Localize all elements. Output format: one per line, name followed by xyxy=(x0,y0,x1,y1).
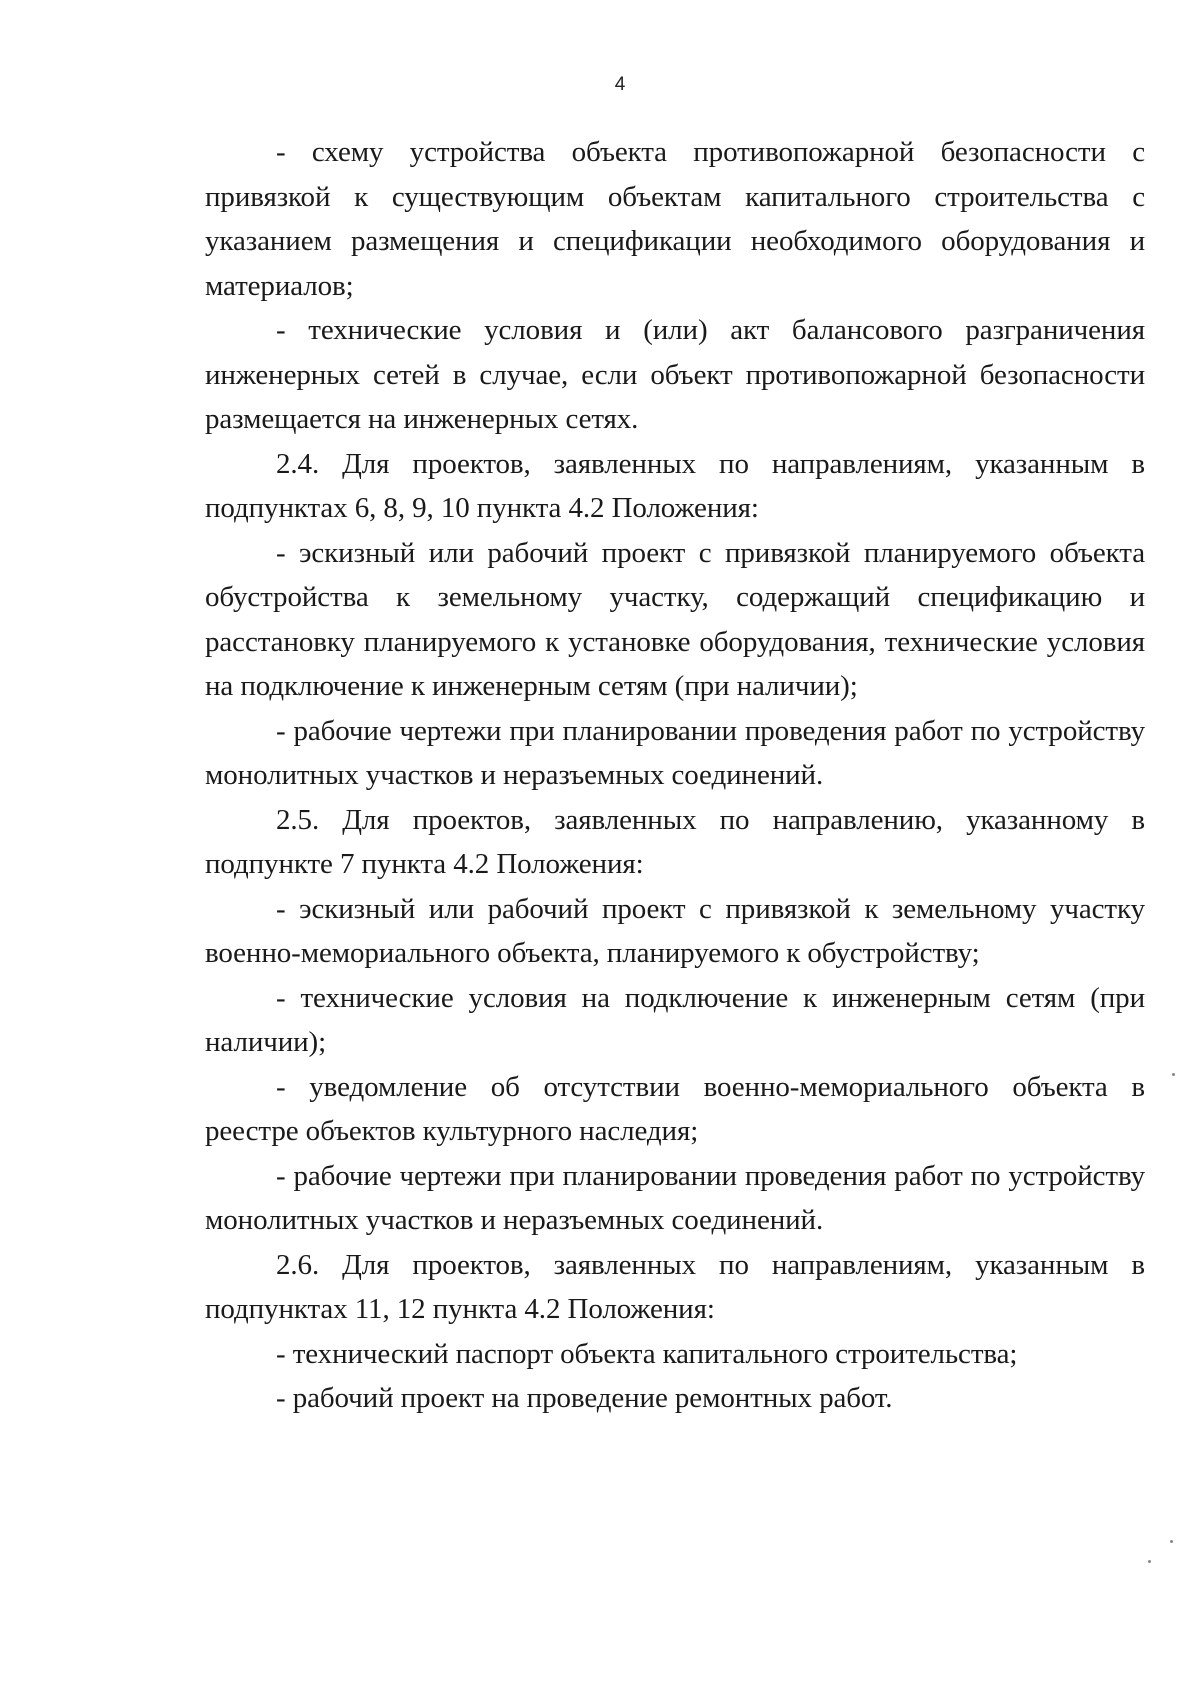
paragraph-engineering-networks: - технические условия на подключение к инженерным сетям (при наличии); xyxy=(205,981,1145,1058)
paragraph-section-2-5: 2.5. Для проектов, заявленных по направлению, указанному в подпункте 7 пункта 4.2 Положения: xyxy=(205,803,1145,880)
paragraph-technical-passport: - технический паспорт объекта капитального строительства; xyxy=(276,1337,1018,1370)
paragraph-repair-project: - рабочий проект на проведение ремонтных работ. xyxy=(276,1382,893,1414)
scan-speck xyxy=(1148,1560,1151,1563)
paragraph-sketch-project: - эскизный или рабочий проект с привязкой планируемого объекта обустройства к земельному участку, содержащий спецификацию и расстановку планируемого к установке оборудования, технические условия на подключение к инженерным сетям (при наличии); xyxy=(205,536,1145,702)
paragraph-section-2-6: 2.6. Для проектов, заявленных по направлениям, указанным в подпунктах 11, 12 пункта 4.2 Положения: xyxy=(205,1248,1145,1325)
paragraph-section-2-4: 2.4. Для проектов, заявленных по направлениям, указанным в подпунктах 6, 8, 9, 10 пункта 4.2 Положения: xyxy=(205,447,1145,524)
paragraph-working-drawings-2: - рабочие чертежи при планировании проведения работ по устройству монолитных участков и неразъемных соединений. xyxy=(205,1159,1145,1236)
scan-speck xyxy=(1172,1073,1175,1076)
document-body xyxy=(205,130,1145,1421)
paragraph-heritage-notice: - уведомление об отсутствии военно-мемориального объекта в реестре объектов культурного наследия; xyxy=(205,1070,1145,1147)
paragraph-memorial-project: - эскизный или рабочий проект с привязкой к земельному участку военно-мемориального объекта, планируемого к обустройству; xyxy=(205,892,1145,969)
paragraph-working-drawings: - рабочие чертежи при планировании проведения работ по устройству монолитных участков и неразъемных соединений. xyxy=(205,714,1145,791)
page-number: 4 xyxy=(614,74,626,95)
paragraph-fire-safety-scheme: - схему устройства объекта противопожарной безопасности с привязкой к существующим объектам капитального строительства с указанием размещения и спецификации необходимого оборудования и материалов; xyxy=(205,136,1145,302)
scan-speck xyxy=(1170,1540,1173,1543)
paragraph-technical-conditions: - технические условия и (или) акт балансового разграничения инженерных сетей в случае, если объект противопожарной безопасности размещается на инженерных сетях. xyxy=(205,314,1145,435)
